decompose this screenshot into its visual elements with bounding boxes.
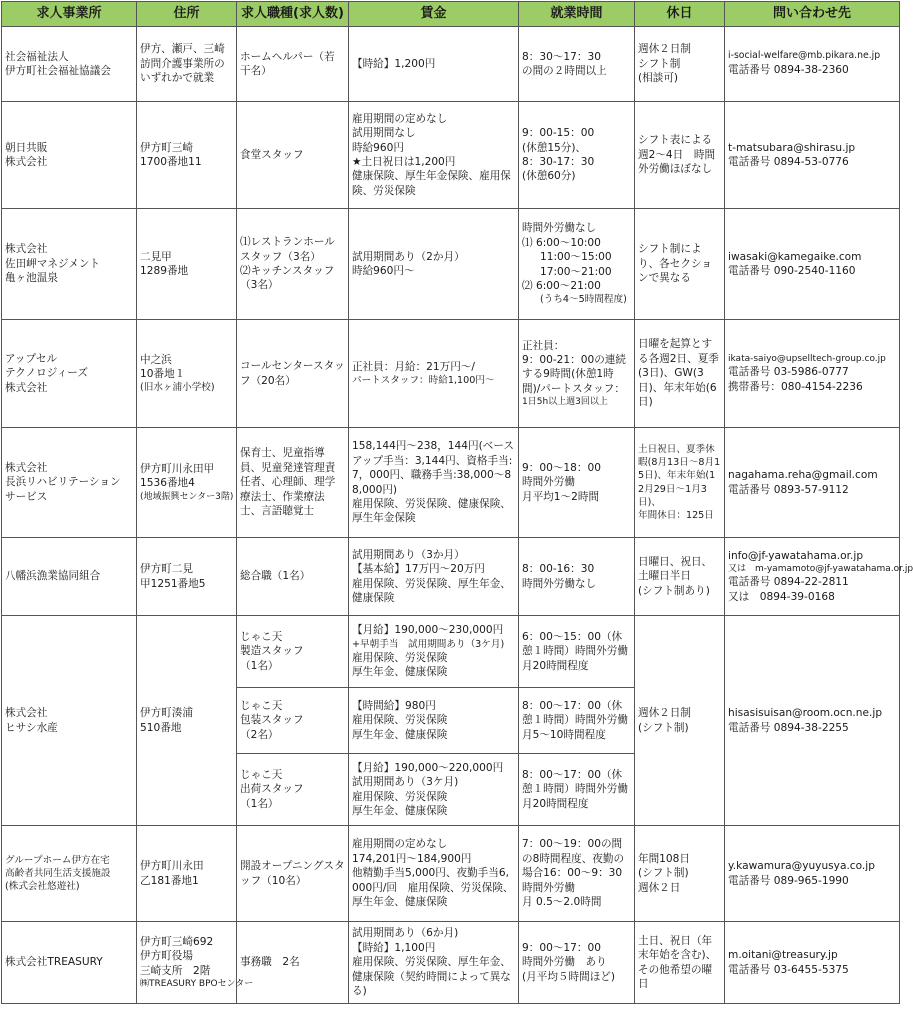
hours-cell [519,826,635,922]
address-line: 伊方町三崎 [140,141,193,154]
wage-line: 試用期間あり（3ケ月) [352,776,459,789]
hours-line: 時間外労働 あり [522,956,607,969]
table-row [2,922,900,1004]
wage-line: +早朝手当 試用期間あり（3ケ月) [352,638,505,650]
holiday-line: 土日祝日、夏季休暇(8月13日〜8月15日)、年末年始(12月29日〜1月3日)、 [638,444,721,508]
wage-cell [349,428,519,538]
hours-line: ⑵ 6:00〜21:00 [522,280,601,293]
email-link[interactable]: i-social-welfare@mb.pikara.ne.jp [728,50,881,62]
address-line: 乙181番地1 [140,874,199,887]
address-line: 伊方町役場 [140,950,193,963]
job-cell [237,826,349,922]
job-text: 総合職（1名） [240,570,311,583]
job-line: （1名） [240,659,279,672]
table-row [2,102,900,209]
hours-line: 時間外労働なし [522,222,597,235]
job-text: 保育士、児童指導員、児童発達管理責任者、心理師、理学療法士、作業療法士、言語聴覚士 [240,447,336,518]
wage-line: 雇用期間の定めなし [352,112,448,125]
job-listing-table [1,1,913,1004]
wage-line: 【時間給】980円 [352,699,436,712]
job-cell [237,754,349,826]
job-line: ⑴レストランホールスタッフ（3名） [240,236,335,263]
phone-number: 電話番号 0894-53-0776 [728,156,849,168]
contact-cell [725,428,900,538]
address-cell [137,102,237,209]
hours-line: の間の２時間以上 [522,65,607,77]
hours-line: 17:00〜21:00 [540,265,612,278]
address-line: 1700番地11 [140,156,202,168]
table-row [2,27,900,102]
table-row [2,320,900,428]
hours-line: ⑴ 6:00〜10:00 [522,236,601,249]
holiday-text: 土日、祝日（年末年始を含む)、その他希望の曜日 [638,934,717,990]
hours-text: 8：00〜17：00（休憩１時間）時間外労働月5〜10時間程度 [522,699,628,741]
company-cell [2,27,137,102]
contact-cell [725,826,900,922]
address-line: 伊方町三崎692 [140,935,214,948]
address-line: 二見甲 [140,250,172,263]
hours-cell [519,616,635,688]
company-line: 伊方町社会福祉協議会 [5,65,111,77]
job-text: 食堂スタッフ [240,148,304,161]
company-line: グループホーム伊方在宅 [5,854,110,866]
contact-cell [725,922,900,1004]
address-line: (旧水ヶ浦小学校) [140,382,215,394]
wage-line: 試用期間あり（6か月) [352,927,459,940]
contact-cell [725,27,900,102]
company-line: 社会福祉法人 [5,50,69,63]
wage-line: 【時給】1,200円 [352,57,436,70]
email-link[interactable]: hisasisuisan@room.ocn.ne.jp [728,707,883,720]
header-address: 住所 [137,2,237,27]
holiday-line: 年間休日：125日 [638,509,714,521]
address-line: 中之浜 [140,353,172,366]
phone-number: 電話番号 0894-38-2360 [728,64,849,77]
job-cell [237,27,349,102]
address-line: 510番地 [140,721,182,734]
table-row [2,616,900,688]
hours-cell [519,538,635,616]
holiday-line: (相談可) [638,72,679,85]
address-note: (地域振興センター3階) [140,491,234,502]
address-cell [137,209,237,320]
wage-line: 雇用保険、労災保険、厚生年金、健康保険（契約時間によって異なる) [352,956,511,998]
hours-cell [519,428,635,538]
phone-number: 電話番号 0894-38-2255 [728,721,849,734]
company-line: テクノロジィーズ [5,367,88,380]
company-line: (株式会社悠遊社) [5,881,80,893]
phone-number-alt: 又は 0894-39-0168 [728,590,835,603]
wage-line: 雇用期間の定めなし [352,838,448,851]
header-holiday: 休日 [635,2,725,27]
holiday-cell [635,102,725,209]
wage-cell [349,102,519,209]
hours-line: 正社員： [522,339,565,352]
job-cell [237,428,349,538]
phone-number: 電話番号 0894-22-2811 [728,576,849,589]
company-cell [2,320,137,428]
company-cell [2,102,137,209]
holiday-line: 週休２日 [638,881,681,894]
email-link[interactable]: m.oitani@treasury.jp [728,949,838,962]
contact-cell [725,538,913,616]
phone-number: 電話番号 03-6455-5375 [728,963,849,976]
holiday-line: 週休２日制 [638,707,691,720]
holiday-cell [635,826,725,922]
holiday-line: 週休２日制 [638,43,691,56]
company-cell [2,616,137,826]
holiday-line: 土曜日半日 [638,570,691,583]
address-line: 三崎支所 2階 [140,964,211,977]
company-line: 株式会社 [5,156,48,168]
wage-line: 試用期間あり（2か月） [352,250,465,263]
job-line: じゃこ天 [240,699,283,712]
wage-cell [349,209,519,320]
company-cell [2,922,137,1004]
wage-line: 試用期間あり（3か月） [352,548,465,561]
job-cell [237,922,349,1004]
hours-line: 8：00-16：30 [522,563,595,576]
wage-line: 【月給】190,000〜220,000円 [352,761,504,774]
wage-cell [349,922,519,1004]
wage-cell [349,27,519,102]
holiday-text: シフト制により、各セクションで異なる [638,243,712,285]
holiday-cell [635,27,725,102]
wage-line: 雇用保険、労災保険、健康保険、厚生年金保険 [352,497,511,525]
company-line: 株式会社 [5,707,48,720]
job-cell [237,688,349,754]
company-line: 亀ヶ池温泉 [5,272,58,285]
holiday-text: 日曜を起算とする各週2日、夏季(3日)、GW(3日)、年末年始(6日) [638,338,719,409]
address-line: 甲1251番地5 [140,577,206,590]
company-cell [2,428,137,538]
contact-cell [725,102,900,209]
wage-line: 他精勤手当5,000円、夜勤手当6,000円/回 雇用保険、労災保険、厚生年金、健康保険 [352,867,514,909]
address-cell [137,27,237,102]
address-cell [137,320,237,428]
wage-cell [349,320,519,428]
phone-number: 電話番号 090-2540-1160 [728,265,856,277]
hours-cell [519,754,635,826]
phone-number: 電話番号 0893-57-9112 [728,483,849,496]
job-line: 包装スタッフ [240,714,304,727]
hours-cell [519,688,635,754]
wage-cell [349,616,519,688]
hours-line: 時間外労働 [522,881,575,894]
hours-cell [519,320,635,428]
hours-line: 時間外労働 [522,476,575,489]
wage-line: 時給960円〜 [352,265,415,277]
wage-line: 158,144円〜238，144円(ベースアップ手当：3,144円、資格手当:7，000円、職務手当:38,000〜88,000円) [352,440,515,496]
wage-line: 試用期間なし [352,127,416,140]
mobile-number: 携帯番号：080-4154-2236 [728,380,863,393]
job-text: ホームヘルパー（若干名） [240,50,335,77]
address-cell [137,826,237,922]
holiday-line: 年間108日 [638,852,691,865]
company-line: 株式会社 [5,243,48,256]
company-line: ヒサシ水産 [5,721,58,734]
holiday-cell [635,616,725,826]
wage-line: 厚生年金、健康保険 [352,666,448,679]
holiday-cell [635,538,725,616]
hours-line: 7：00〜19：00の間の8時間程度、夜勤の場合16：00〜9：30 [522,838,625,880]
email-link[interactable]: iwasaki@kamegaike.com [728,250,862,263]
company-line: 長浜リハビリテーション [5,476,121,489]
contact-cell [725,209,900,320]
phone-number: 電話番号 03-5986-0777 [728,366,849,379]
address-cell [137,428,237,538]
hours-text: 6：00〜15：00（休憩１時間）時間外労働月20時間程度 [522,630,628,672]
hours-line: 9：00〜18：00 [522,461,601,474]
company-line: 高齢者共同生活支援施設 [5,867,111,879]
address-line: 伊方町二見 [140,563,193,576]
contact-cell [725,616,900,826]
job-line: （2名） [240,728,279,741]
table-row [2,538,900,616]
wage-line: 正社員：月給：21万円〜/ [352,360,475,373]
job-line: 出荷スタッフ [240,783,304,796]
holiday-line: (シフト制) [638,721,689,734]
wage-line: 【月給】190,000〜230,000円 [352,624,504,637]
header-row [2,2,900,27]
contact-cell [725,320,900,428]
wage-line: 174,201円〜184,900円 [352,852,472,865]
job-cell [237,320,349,428]
job-line: ⑵キッチンスタッフ（3名） [240,265,335,292]
job-cell [237,102,349,209]
company-line: 株式会社 [5,461,48,474]
header-job: 求人職種(求人数) [237,2,349,27]
address-line: 10番地１ [140,367,186,380]
address-cell [137,922,254,1004]
wage-cell [349,538,519,616]
hours-line: 9：00-21：00の連続する9時間(休憩1時間)/パートスタッフ： [522,353,626,395]
hours-line: 9：00〜17：00 [522,941,601,954]
hours-line: (休憩60分) [522,170,576,183]
holiday-line: シフト制 [638,57,681,70]
company-line: 朝日共販 [5,141,48,154]
email-link[interactable]: t-matsubara@shirasu.jp [728,141,856,154]
wage-line: 厚生年金、健康保険 [352,804,448,817]
holiday-cell [635,320,725,428]
job-line: 製造スタッフ [240,645,304,658]
email-link[interactable]: info@jf-yawatahama.or.jp [728,549,864,562]
wage-line: 健康保険、厚生年金保険、雇用保険、労災保険 [352,170,511,197]
address-cell [137,616,237,826]
address-note: ㈱TREASURY BPOセンター [140,978,254,989]
hours-line: 8：30〜17：30 [522,50,601,63]
wage-cell [349,688,519,754]
company-line: 株式会社 [5,381,48,394]
address-cell [137,538,237,616]
hours-line: 8：30-17：30 [522,156,595,168]
table-row [2,826,900,922]
company-cell [2,826,137,922]
hours-cell [519,209,635,320]
address-line: 伊方町川永田甲 [140,462,215,475]
job-text: コールセンタースタッフ（20名） [240,360,345,387]
hours-text: 8：00〜17：00（休憩１時間）時間外労働月20時間程度 [522,768,628,810]
company-line: サービス [5,490,48,503]
address-line: 1289番地 [140,265,189,277]
hours-line: 月平均1〜2時間 [522,490,600,503]
email-link[interactable]: nagahama.reha@gmail.com [728,469,878,482]
hours-line: 時間外労働なし [522,577,597,590]
table-row [2,209,900,320]
holiday-cell [635,428,725,538]
header-hours: 就業時間 [519,2,635,27]
header-wage: 賃金 [349,2,519,27]
wage-line: 【時給】1,100円 [352,941,436,954]
hours-line: (休憩15分)、 [522,141,587,154]
job-text: 事務職 2名 [240,956,300,969]
hours-cell [519,27,635,102]
job-cell [237,616,349,688]
hours-line: 11:00〜15:00 [540,251,612,264]
job-cell [237,538,349,616]
holiday-cell [635,209,725,320]
hours-cell [519,922,635,1004]
holiday-line: (シフト制) [638,867,689,880]
phone-number: 電話番号 089-965-1990 [728,874,849,887]
email-link[interactable]: y.kawamura@yuyusya.co.jp [728,860,875,873]
wage-line: 【基本給】17万円〜20万円 [352,563,485,576]
wage-line: 雇用保険、労災保険 [352,714,448,727]
holiday-line: 日曜日、祝日、 [638,555,713,568]
hours-line: 1日5h以上週3回以上 [522,397,608,408]
wage-line: 雇用保険、労災保険 [352,651,448,664]
holiday-line: (シフト制あり) [638,584,710,597]
hours-line: 9：00-15：00 [522,127,595,140]
wage-line: パートスタッフ：時給1,100円〜 [352,375,495,387]
company-line: 株式会社TREASURY [5,956,103,969]
hours-cell [519,102,635,209]
address-text: 伊方、瀬戸、三崎訪問介護事業所のいずれかで就業 [140,43,225,85]
hours-line: (月平均５時間ほど) [522,970,616,983]
wage-line: 雇用保険、労災保険、厚生年金、健康保険 [352,577,511,604]
holiday-text: シフト表による週2〜4日 時間外労働ほぼなし [638,134,716,176]
wage-cell [349,754,519,826]
company-line: 佐田岬マネジメント [5,257,101,270]
holiday-cell [635,922,725,1004]
hours-line: 月 0.5〜2.0時間 [522,896,602,909]
job-text: 開設オープニングスタッフ（10名） [240,860,345,887]
wage-cell [349,826,519,922]
address-line: 1536番地4 [140,477,195,490]
hours-line: (うち4〜5時間程度) [540,294,627,306]
wage-line: 雇用保険、労災保険 [352,790,448,803]
company-cell [2,538,137,616]
wage-line: 厚生年金、健康保険 [352,728,448,741]
address-line: 伊方町川永田 [140,860,204,873]
table-row [2,428,900,538]
company-line: アップセル [5,352,58,365]
email-link-alt[interactable]: 又は m-yamamoto@jf-yawatahama.or.jp [728,564,913,575]
company-line: 八幡浜漁業協同組合 [5,570,101,583]
wage-line: ★土日祝日は1,200円 [352,156,456,168]
job-line: じゃこ天 [240,768,283,781]
header-contact: 問い合わせ先 [725,2,900,27]
address-line: 伊方町湊浦 [140,707,193,720]
wage-line: 時給960円 [352,141,405,154]
header-company: 求人事業所 [2,2,137,27]
job-line: じゃこ天 [240,630,283,643]
company-cell [2,209,137,320]
job-cell [237,209,349,320]
job-line: （1名） [240,797,279,810]
email-link[interactable]: ikata-saiyo@upselltech-group.co.jp [728,353,886,364]
